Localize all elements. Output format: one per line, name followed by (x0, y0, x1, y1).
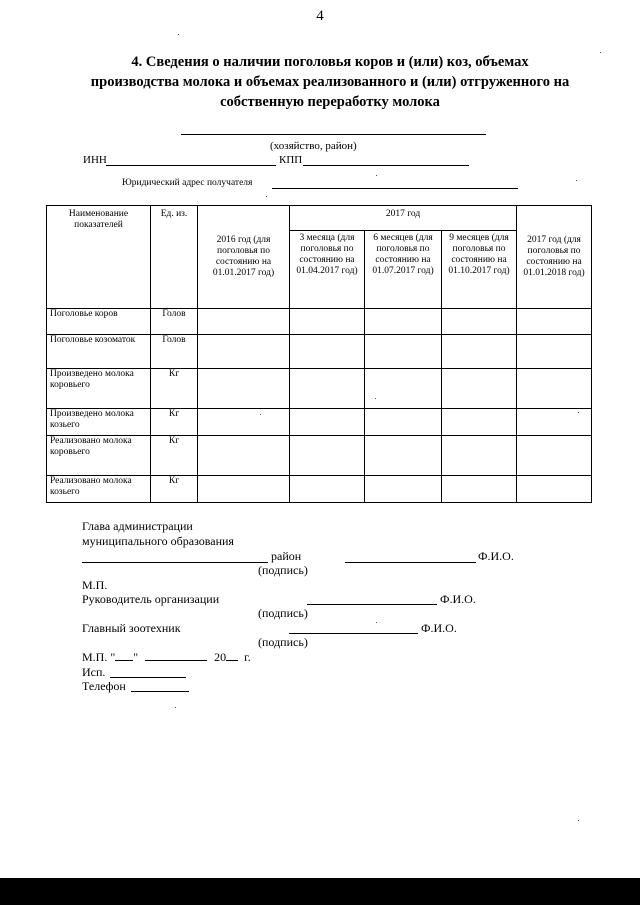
date-line (82, 650, 251, 665)
table-cell[interactable] (517, 436, 592, 476)
page-number: 4 (316, 8, 324, 24)
row-name: Поголовье коров (47, 309, 151, 335)
table-row (47, 476, 592, 503)
table-cell[interactable] (198, 309, 290, 335)
scan-speck (266, 196, 267, 197)
date-day-field[interactable] (115, 660, 133, 661)
header-9-months: 9 месяцев (для поголовья по состоянию на 01.10.2017 год) (442, 231, 517, 309)
table-cell[interactable] (442, 476, 517, 503)
title-line-3: собственную переработку молока (220, 94, 440, 110)
district-label: район (271, 549, 302, 563)
row-unit: Кг (151, 476, 198, 503)
table-cell[interactable] (198, 409, 290, 436)
title-line-2: производства молока и объемах реализованного и (или) отгруженного на (90, 74, 570, 90)
table-cell[interactable] (442, 369, 517, 409)
scan-speck (178, 34, 179, 35)
table-cell[interactable] (517, 309, 592, 335)
org-head-label: Руководитель организации (82, 592, 220, 606)
table-cell[interactable] (365, 409, 442, 436)
table-cell[interactable] (517, 369, 592, 409)
org-head-fio-line[interactable] (307, 604, 437, 605)
head-fio-line[interactable] (345, 562, 476, 563)
scan-speck (578, 820, 579, 821)
scan-speck (600, 52, 601, 53)
row-unit: Голов (151, 309, 198, 335)
head-admin-label-1: Глава администрации (82, 519, 193, 533)
table-cell[interactable] (290, 476, 365, 503)
stamp-label: М.П. (82, 578, 108, 592)
scan-speck (578, 412, 579, 413)
section-title (70, 52, 590, 112)
table-cell[interactable] (290, 335, 365, 369)
table-cell[interactable] (365, 335, 442, 369)
table-cell[interactable] (290, 409, 365, 436)
date-prefix: М.П. " (82, 650, 116, 664)
table-cell[interactable] (198, 436, 290, 476)
table-row (47, 409, 592, 436)
date-quote: " (133, 650, 139, 664)
scan-speck (175, 707, 176, 708)
table-cell[interactable] (365, 309, 442, 335)
table-cell[interactable] (442, 436, 517, 476)
zootech-signature-caption: (подпись) (258, 635, 308, 649)
row-unit: Кг (151, 369, 198, 409)
header-name: Наименование показателей (47, 206, 151, 309)
performer-label: Исп. (82, 665, 106, 679)
header-2017-group: 2017 год (290, 206, 517, 231)
table-cell[interactable] (365, 436, 442, 476)
table-cell[interactable] (517, 409, 592, 436)
livestock-table (46, 205, 592, 503)
zootech-fio-label: Ф.И.О. (421, 621, 457, 635)
table-row (47, 309, 592, 335)
row-name: Произведено молока козьего (47, 409, 151, 436)
scan-speck (576, 180, 577, 181)
row-unit: Кг (151, 409, 198, 436)
head-fio-label: Ф.И.О. (478, 549, 514, 563)
table-cell[interactable] (365, 476, 442, 503)
kpp-label: КПП (279, 154, 303, 166)
farm-caption: (хозяйство, район) (270, 140, 357, 152)
org-head-fio-label: Ф.И.О. (440, 592, 476, 606)
performer-field[interactable] (110, 677, 186, 678)
table-cell[interactable] (290, 369, 365, 409)
table-cell[interactable] (442, 309, 517, 335)
scan-speck (260, 414, 261, 415)
title-line-1: 4. Сведения о наличии поголовья коров и (или) коз, объемах (131, 54, 529, 70)
table-cell[interactable] (365, 369, 442, 409)
row-name: Произведено молока коровьего (47, 369, 151, 409)
address-field[interactable] (272, 188, 518, 189)
org-head-signature-caption: (подпись) (258, 606, 308, 620)
table-cell[interactable] (290, 436, 365, 476)
table-row (47, 335, 592, 369)
header-2016-text: 2016 год (для поголовья по состоянию на 01.01.2017 год) (212, 235, 275, 278)
kpp-field[interactable] (303, 165, 469, 166)
table-cell[interactable] (198, 476, 290, 503)
date-year-field[interactable] (226, 660, 238, 661)
table-cell[interactable] (442, 409, 517, 436)
row-name: Поголовье козоматок (47, 335, 151, 369)
inn-label: ИНН (83, 154, 107, 166)
scan-border (0, 878, 640, 905)
table-cell[interactable] (517, 476, 592, 503)
phone-field[interactable] (131, 691, 189, 692)
header-unit: Ед. из. (151, 206, 198, 309)
address-label: Юридический адрес получателя (122, 178, 253, 188)
row-unit: Голов (151, 335, 198, 369)
inn-field[interactable] (106, 165, 276, 166)
zootech-fio-line[interactable] (289, 633, 418, 634)
header-2017-end-text: 2017 год (для поголовья по состоянию на 01.01.2018 год) (523, 235, 585, 278)
table-cell[interactable] (290, 309, 365, 335)
phone-label: Телефон (82, 679, 126, 693)
table-row (47, 369, 592, 409)
table-cell[interactable] (198, 369, 290, 409)
head-signature-caption: (подпись) (258, 563, 308, 577)
scan-speck (376, 622, 377, 623)
header-2016 (198, 206, 290, 309)
header-3-months: 3 месяца (для поголовья по состоянию на 01.04.2017 год) (290, 231, 365, 309)
scan-speck (375, 398, 376, 399)
zootech-label: Главный зоотехник (82, 621, 181, 635)
row-name: Реализовано молока козьего (47, 476, 151, 503)
header-6-months: 6 месяцев (для поголовья по состоянию на 01.07.2017 год) (365, 231, 442, 309)
date-month-field[interactable] (145, 660, 207, 661)
date-year-prefix: 20 (214, 650, 227, 664)
header-2017-end (517, 206, 592, 309)
date-suffix: г. (244, 650, 251, 664)
head-signature-line[interactable] (82, 562, 268, 563)
table-row (47, 436, 592, 476)
head-admin-label-2: муниципального образования (82, 534, 234, 548)
row-name: Реализовано молока коровьего (47, 436, 151, 476)
table-cell[interactable] (442, 335, 517, 369)
scan-speck (376, 175, 377, 176)
row-unit: Кг (151, 436, 198, 476)
table-cell[interactable] (198, 335, 290, 369)
farm-name-field[interactable] (181, 134, 486, 135)
table-cell[interactable] (517, 335, 592, 369)
